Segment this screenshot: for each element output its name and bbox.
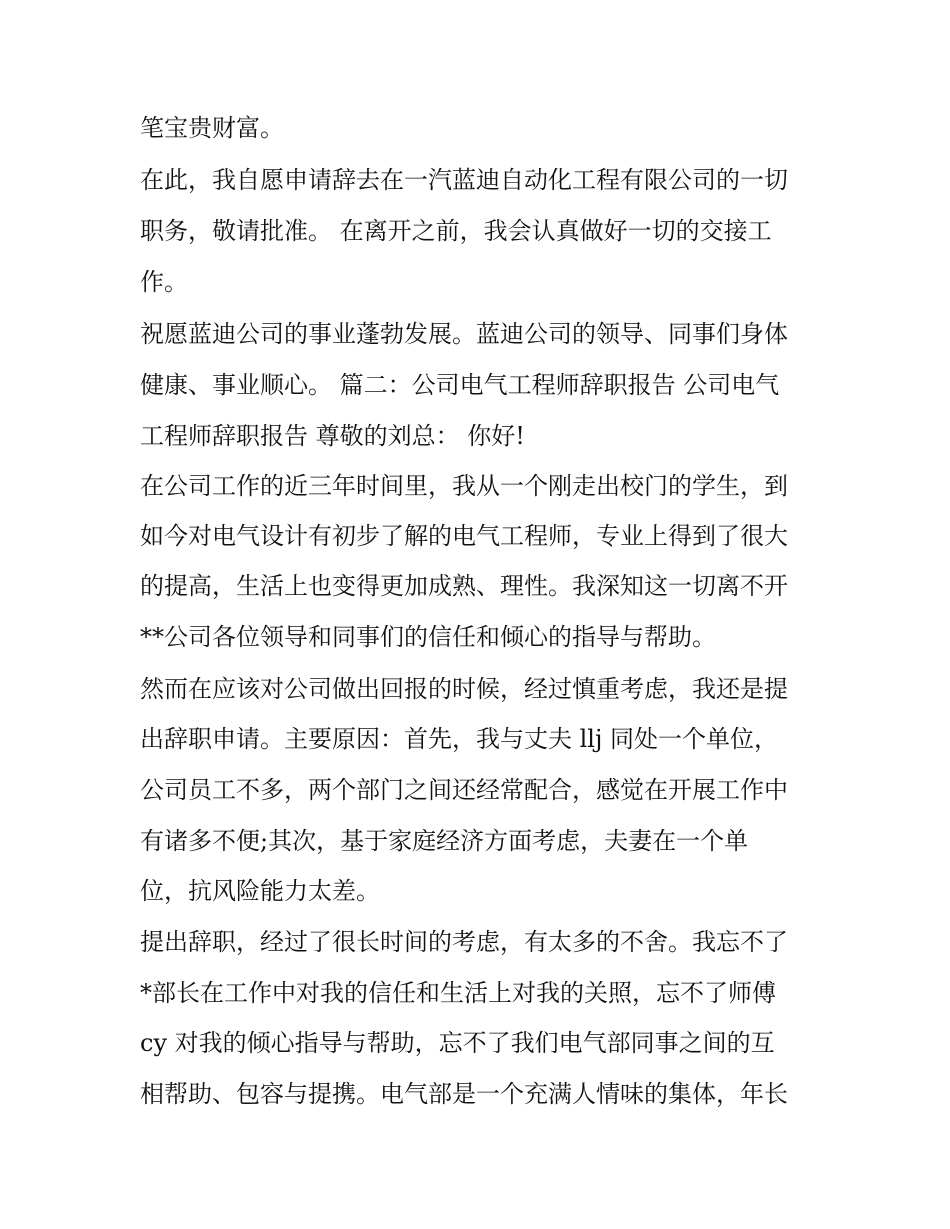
text-line: 健康、事业顺心。 篇二：公司电气工程师辞职报告 公司电气 bbox=[140, 371, 780, 399]
text-line: 位，抗风险能力太差。 bbox=[140, 877, 380, 905]
text-line: cy 对我的倾心指导与帮助，忘不了我们电气部同事之间的互 bbox=[140, 1029, 775, 1057]
text-line: 在公司工作的近三年时间里，我从一个刚走出校门的学生，到 bbox=[140, 472, 788, 500]
text-line: 出辞职申请。主要原因：首先，我与丈夫 llj 同处一个单位， bbox=[140, 725, 779, 753]
text-line: 如今对电气设计有初步了解的电气工程师，专业上得到了很大 bbox=[140, 522, 788, 550]
text-line: 的提高，生活上也变得更加成熟、理性。我深知这一切离不开 bbox=[140, 572, 788, 600]
text-line: 有诸多不便;其次，基于家庭经济方面考虑，夫妻在一个单 bbox=[140, 827, 749, 855]
text-line: 公司员工不多，两个部门之间还经常配合，感觉在开展工作中 bbox=[140, 776, 788, 804]
text-line: 在此，我自愿申请辞去在一汽蓝迪自动化工程有限公司的一切 bbox=[140, 166, 788, 194]
text-line: 工程师辞职报告 尊敬的刘总： 你好! bbox=[140, 422, 525, 450]
text-line: 笔宝贵财富。 bbox=[140, 114, 284, 142]
text-line: *部长在工作中对我的信任和生活上对我的关照，忘不了师傅 bbox=[140, 979, 776, 1007]
text-line: 作。 bbox=[140, 268, 188, 296]
text-line: 祝愿蓝迪公司的事业蓬勃发展。蓝迪公司的领导、同事们身体 bbox=[140, 320, 788, 348]
text-line: 相帮助、包容与提携。电气部是一个充满人情味的集体，年长 bbox=[140, 1080, 788, 1108]
text-line: 然而在应该对公司做出回报的时候，经过慎重考虑，我还是提 bbox=[140, 675, 788, 703]
text-line: 职务，敬请批准。 在离开之前，我会认真做好一切的交接工 bbox=[140, 217, 772, 245]
text-line: **公司各位领导和同事们的信任和倾心的指导与帮助。 bbox=[140, 623, 716, 651]
text-line: 提出辞职，经过了很长时间的考虑，有太多的不舍。我忘不了 bbox=[140, 928, 788, 956]
